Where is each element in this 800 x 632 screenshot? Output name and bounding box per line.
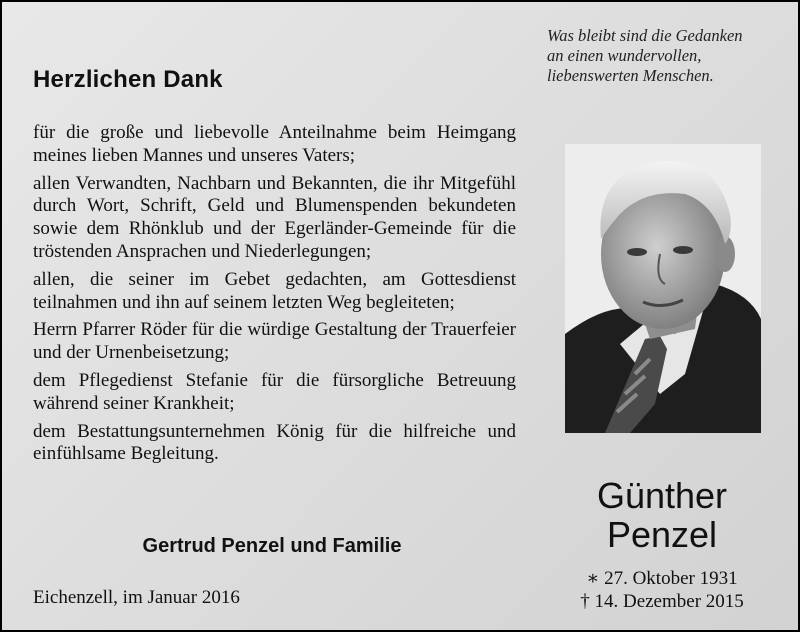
thanks-heading: Herzlichen Dank	[33, 66, 223, 93]
memorial-quote	[547, 26, 787, 86]
quote-line: liebenswerten Menschen.	[547, 66, 714, 85]
deceased-first-name: Günther	[596, 475, 728, 516]
birth-date: ∗ 27. Oktober 1931	[586, 568, 738, 589]
place-date: Eichenzell, im Januar 2016	[33, 587, 240, 608]
thanks-paragraph: für die große und liebevolle Anteilnahme beim Heimgang meines lieben Mannes und unseres Vaters;	[33, 122, 516, 166]
thanks-paragraph: dem Bestattungsunternehmen König für die hilfreiche und einfühlsame Begleitung.	[33, 420, 516, 465]
portrait-photo	[565, 144, 761, 433]
thanks-body	[33, 122, 516, 471]
thanks-paragraph: Herrn Pfarrer Röder für die würdige Gestaltung der Trauerfeier und der Urnenbeisetzung;	[33, 319, 516, 364]
thanks-paragraph: allen, die seiner im Gebet gedachten, am Gottesdienst teilnahmen und ihn auf seinem letzten Weg begleiteten;	[33, 268, 516, 313]
quote-line: an einen wundervollen,	[547, 46, 702, 65]
deceased-last-name: Penzel	[606, 514, 718, 555]
quote-line: Was bleibt sind die Gedanken	[547, 26, 743, 45]
family-signature: Gertrud Penzel und Familie	[142, 535, 402, 557]
thanks-paragraph: dem Pflegedienst Stefanie für die fürsorgliche Betreuung während seiner Krankheit;	[33, 369, 516, 414]
death-date: † 14. Dezember 2015	[580, 591, 744, 612]
thanks-paragraph: allen Verwandten, Nachbarn und Bekannten, die ihr Mitgefühl durch Wort, Schrift, Geld und Blumenspenden bekundeten sowie dem Rhönklub und der Egerländer-Gemeinde für die tröstenden Ansprachen und Niederlegungen;	[33, 172, 516, 262]
